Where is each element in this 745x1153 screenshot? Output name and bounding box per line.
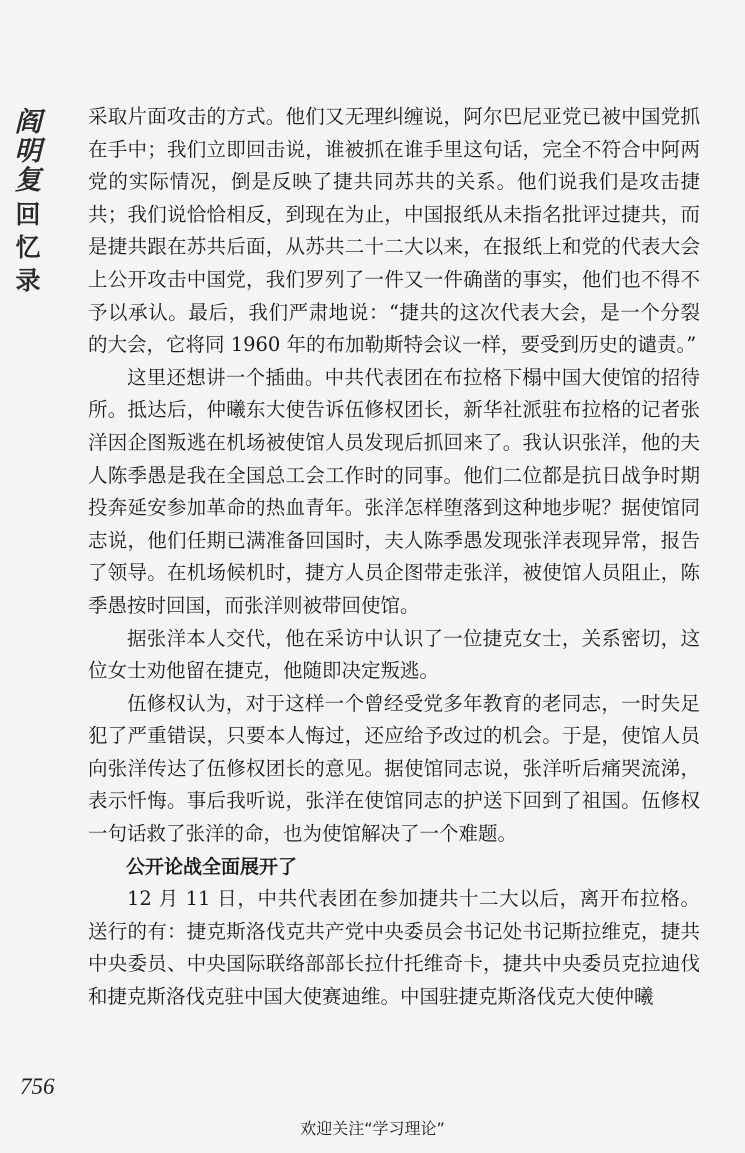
- footer-watermark: 欢迎关注“学习理论”: [300, 1119, 445, 1138]
- paragraph-continued: 采取片面攻击的方式。他们又无理纠缠说，阿尔巴尼亚党已被中国党抓在手中；我们立即回击说，谁被抓在谁手里这句话，完全不符合中阿两党的实际情况，倒是反映了捷共同苏共的关系。他们说我们是攻击捷共；我们说恰恰相反，到现在为止，中国报纸从未指名批评过捷共，而是捷共跟在苏共后面，从苏共二十二大以来，在报纸上和党的代表大会上公开攻击中国党，我们罗列了一件又一件确凿的事实，他们也不得不予以承认。最后，我们严肃地说：“捷共的这次代表大会，是一个分裂的大会，它将同 1960 年的布加勒斯特会议一样，要受到历史的谴责。”: [88, 105, 700, 357]
- paragraph-confession: 据张洋本人交代，他在采访中认识了一位捷克女士，关系密切，这位女士劝他留在捷克，他随即决定叛逃。: [88, 626, 700, 683]
- author-char-3: 复: [14, 165, 42, 196]
- page-number: 756: [20, 1074, 55, 1099]
- book-char-3: 录: [15, 266, 41, 295]
- author-char-1: 阎: [14, 107, 42, 138]
- paragraph-departure: 12 月 11 日，中共代表团在参加捷共十二大以后，离开布拉格。送行的有：捷克斯洛伐克共产党中央委员会书记处书记斯拉维克，捷共中央委员、中央国际联络部部长拉什托维奇卡，捷共中央委员克拉迪伐和捷克斯洛伐克驻中国大使赛迪维。中国驻捷克斯洛伐克大使仲曦: [88, 887, 700, 1009]
- book-title-vertical: [8, 108, 48, 294]
- paragraph-episode: 这里还想讲一个插曲。中共代表团在布拉格下榻中国大使馆的招待所。抵达后，仲曦东大使告诉伍修权团长，新华社派驻布拉格的记者张洋因企图叛逃在机场被使馆人员发现后抓回来了。我认识张洋，他的夫人陈季愚是我在全国总工会工作时的同事。他们二位都是抗日战争时期投奔延安参加革命的热血青年。张洋怎样堕落到这种地步呢？据使馆同志说，他们任期已满准备回国时，夫人陈季愚发现张洋表现异常，报告了领导。在机场候机时，捷方人员企图带走张洋，被使馆人员阻止，陈季愚按时回国，而张洋则被带回使馆。: [88, 365, 700, 617]
- paragraph-wu-xiuquan: 伍修权认为，对于这样一个曾经受党多年教育的老同志，一时失足犯了严重错误，只要本人悔过，还应给予改过的机会。于是，使馆人员向张洋传达了伍修权团长的意见。据使馆同志说，张洋听后痛哭流涕，表示忏悔。事后我听说，张洋在使馆同志的护送下回到了祖国。伍修权一句话救了张洋的命，也为使馆解决了一个难题。: [88, 691, 700, 846]
- section-heading: 公开论战全面展开了: [126, 855, 298, 878]
- page-body: [88, 101, 700, 1014]
- book-char-1: 回: [15, 200, 41, 229]
- author-char-2: 明: [14, 136, 42, 167]
- book-char-2: 忆: [15, 233, 41, 262]
